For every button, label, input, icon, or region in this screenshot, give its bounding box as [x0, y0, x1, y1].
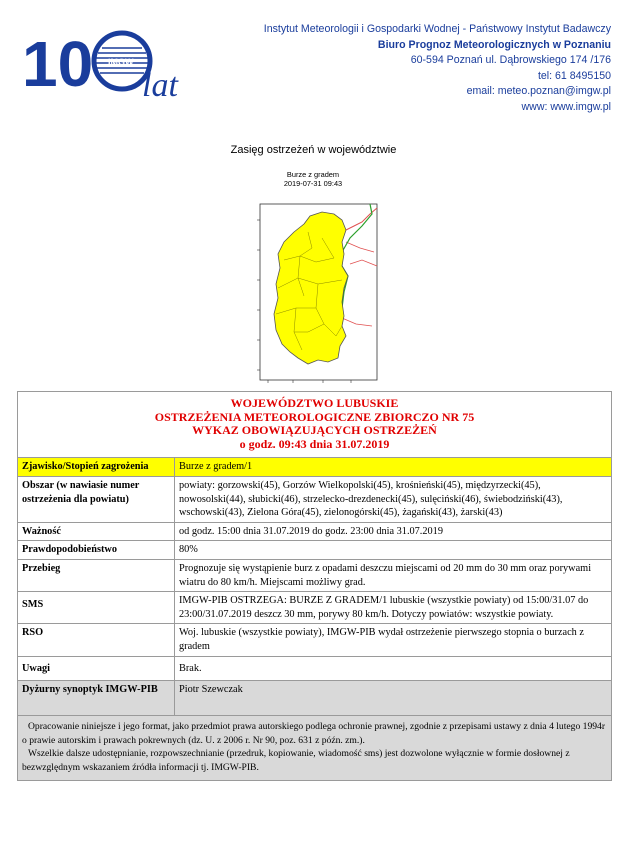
map-title: Burze z gradem: [286, 170, 340, 179]
row-label: Zjawisko/Stopień zagrożenia: [18, 458, 175, 477]
table-row-course: [18, 559, 612, 591]
map-graphic: [238, 168, 388, 390]
table-header: [18, 392, 612, 458]
row-value: Woj. lubuskie (wszystkie powiaty), IMGW-PIB wydał ostrzeżenie pierwszego stopnia o burzach z gradem: [175, 624, 612, 656]
table-row-sms: [18, 592, 612, 624]
address: 60-594 Poznań ul. Dąbrowskiego 174 /176: [410, 54, 611, 67]
table-row-area: [18, 476, 612, 522]
row-label: Uwagi: [18, 656, 175, 681]
logo-digits: 10: [22, 28, 94, 98]
row-label: Prawdopodobieństwo: [18, 541, 175, 560]
phone: tel: 61 8495150: [537, 69, 611, 82]
imgw-100-years-logo: [22, 24, 182, 98]
row-label: Dyżurny synoptyk IMGW-PIB: [18, 681, 175, 716]
warning-map: [238, 168, 388, 390]
logo-lat-text: lat: [142, 67, 178, 98]
table-row-phenomenon: [18, 458, 612, 477]
table-row-validity: [18, 522, 612, 541]
website-link[interactable]: www: www.imgw.pl: [521, 100, 611, 113]
row-label: Przebieg: [18, 559, 175, 591]
copyright-notice: [18, 716, 612, 781]
row-value: powiaty: gorzowski(45), Gorzów Wielkopolski(45), krośnieński(45), międzyrzecki(45), nowosolski(44), słubicki(46), strzelecko-drezdenecki(45), sulęciński(46), świebodziński(43), wschowski(43), Zielona Góra(45), zielonogórski(45), żagański(43), żarski(43): [175, 476, 612, 522]
row-label: SMS: [18, 592, 175, 624]
institute-contact-block: [191, 22, 611, 116]
row-value: Brak.: [175, 656, 612, 681]
row-label: RSO: [18, 624, 175, 656]
row-label: Obszar (w nawiasie numer ostrzeżenia dla powiatu): [18, 476, 175, 522]
voivodeship-title: WOJEWÓDZTWO LUBUSKIE: [230, 396, 399, 410]
warnings-table: [17, 391, 612, 781]
logo-graphic: [22, 24, 182, 98]
office-name: Biuro Prognoz Meteorologicznych w Poznaniu: [377, 38, 611, 51]
table-row-duty: [18, 681, 612, 716]
map-caption: Zasięg ostrzeżeń w województwie: [230, 144, 397, 156]
row-value: Piotr Szewczak: [175, 681, 612, 716]
row-label: Ważność: [18, 522, 175, 541]
row-value: IMGW-PIB OSTRZEGA: BURZE Z GRADEM/1 lubuskie (wszystkie powiaty) od 15:00/31.07 do 23:00/31.07.2019 deszcz 30 mm, porywy 80 km/h. Dotyczy powiatów: wszystkie powiaty.: [175, 592, 612, 624]
table-row-footer: [18, 716, 612, 781]
distribution-paragraph: Wszelkie dalsze udostępnianie, rozpowszechnianie (przedruk, kopiowanie, wiadomość sms) jest dozwolone wyłącznie w formie dosłownej z bezwzględnym wskazaniem źródła informacji tj. IMGW-PIB.: [22, 748, 570, 773]
issue-time: o godz. 09:43 dnia 31.07.2019: [239, 436, 390, 451]
row-value: 80%: [175, 541, 612, 560]
table-row-rso: [18, 624, 612, 656]
row-value: Prognozuje się wystąpienie burz z opadami deszczu miejscami od 20 mm do 30 mm oraz porywami wiatru do 80 km/h. Miejscami możliwy grad.: [175, 559, 612, 591]
table-row-probability: [18, 541, 612, 560]
map-timestamp: 2019-07-31 09:43: [283, 179, 343, 188]
row-value: od godz. 15:00 dnia 31.07.2019 do godz. 23:00 dnia 31.07.2019: [175, 522, 612, 541]
warnings-title: OSTRZEŻENIA METEOROLOGICZNE ZBIORCZO NR 75: [154, 409, 475, 424]
email-link[interactable]: email: meteo.poznan@imgw.pl: [466, 85, 611, 98]
copyright-paragraph: Opracowanie niniejsze i jego format, jako przedmiot prawa autorskiego podlega ochronie prawnej, zgodnie z przepisami ustawy z dnia 4 lutego 1994r o prawie autorskim i prawach pokrewnych (dz. U. z 2006 r. Nr 90, poz. 631 z późn. zm.).: [22, 721, 606, 746]
table-row-notes: [18, 656, 612, 681]
institute-name: Instytut Meteorologii i Gospodarki Wodnej - Państwowy Instytut Badawczy: [263, 23, 611, 35]
row-value: Burze z gradem/1: [175, 458, 612, 477]
logo-imgw-text: IMGW: [108, 57, 134, 67]
list-title: WYKAZ OBOWIĄZUJĄCYCH OSTRZEŻEŃ: [192, 423, 437, 438]
